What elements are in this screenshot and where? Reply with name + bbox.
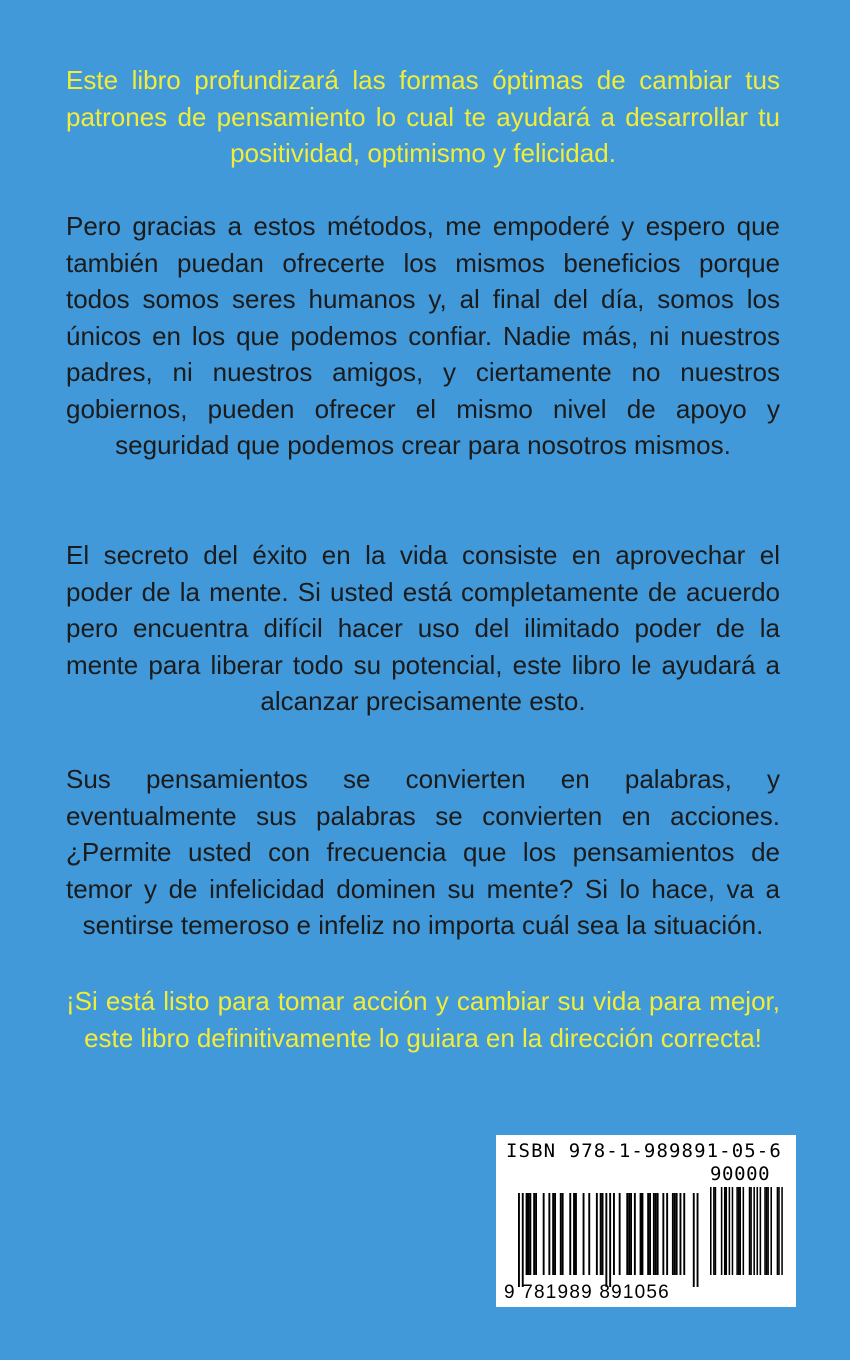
barcode-bar [674, 1193, 676, 1275]
barcode-bar [535, 1193, 537, 1275]
call-to-action-paragraph: ¡Si está listo para tomar acción y cambiar su vida para mejor, este libro definitivamente lo guiara en la dirección correcta! [66, 986, 780, 1053]
secret-paragraph: El secreto del éxito en la vida consiste en aprovechar el poder de la mente. Si usted está completamente de acuerdo pero encuentra difícil hacer uso del ilimitado poder de la mente para liberar todo su potencial, este libro le ayudará a alcanzar precisamente esto. [66, 540, 780, 716]
methods-paragraph: Pero gracias a estos métodos, me empoderé y espero que también puedan ofrecerte los mismos beneficios porque todos somos seres humanos y, al final del día, somos los únicos en los que podemos confiar. Nadie más, ni nuestros padres, ni nuestros amigos, y ciertamente no nuestros gobiernos, pueden ofrecer el mismo nivel de apoyo y seguridad que podemos crear para nosotros mismos. [66, 211, 780, 460]
barcode-bar [522, 1193, 524, 1287]
barcode-bar [605, 1193, 607, 1287]
isbn-barcode [496, 1135, 796, 1307]
addon-bar [764, 1187, 766, 1275]
addon-bar [749, 1187, 751, 1275]
barcode-bar [526, 1193, 528, 1275]
barcode-bar [640, 1193, 642, 1275]
barcode-bar [649, 1193, 651, 1275]
barcode-bar [573, 1193, 575, 1275]
ean-digits: 9 781989 891056 [504, 1282, 670, 1303]
barcode-bar [609, 1193, 611, 1287]
barcode-bar [657, 1193, 659, 1275]
addon-bar [766, 1187, 768, 1275]
addon-bar [713, 1187, 715, 1275]
intro-paragraph: Este libro profundizará las formas óptimas de cambiar tus patrones de pensamiento lo cual te ayudará a desarrollar tu positividad, optimismo y felicidad. [66, 65, 780, 168]
isbn-label: ISBN 978-1-989891-05-6 [506, 1140, 782, 1162]
barcode-bar [552, 1193, 554, 1275]
barcode-bar [600, 1193, 602, 1275]
barcode-bar [529, 1193, 531, 1275]
addon-bar [781, 1187, 783, 1275]
barcode-bar [647, 1193, 649, 1275]
addon-bar [732, 1187, 734, 1275]
barcode-bar [562, 1193, 564, 1275]
barcode-bar [642, 1193, 644, 1275]
barcode-bar [560, 1193, 562, 1275]
addon-bar [750, 1187, 752, 1275]
barcode-bar [666, 1193, 668, 1275]
addon-bar [726, 1187, 728, 1275]
barcode-bar [543, 1193, 545, 1275]
price-code: 90000 [710, 1163, 771, 1185]
addon-bar [767, 1187, 769, 1275]
barcode-bar [683, 1193, 685, 1275]
addon-bar [739, 1187, 741, 1275]
addon-bar [743, 1187, 745, 1275]
addon-bar [736, 1187, 738, 1275]
barcode-bar [693, 1193, 695, 1287]
barcode-bar [676, 1193, 678, 1275]
barcode-bar [680, 1193, 682, 1275]
barcode-bar [518, 1193, 520, 1287]
addon-bar [729, 1187, 731, 1275]
addon-bar [777, 1187, 779, 1275]
barcode-bar [554, 1193, 556, 1275]
barcode-bar [634, 1193, 636, 1275]
barcode-bar [672, 1193, 674, 1275]
barcode-bar [588, 1193, 590, 1275]
addon-bar [710, 1187, 712, 1275]
barcode-bar [655, 1193, 657, 1275]
barcode-bar [583, 1193, 585, 1275]
addon-bar [753, 1187, 755, 1275]
addon-bar [778, 1187, 780, 1275]
barcode-bar [569, 1193, 571, 1275]
barcode-bar [628, 1193, 630, 1275]
barcode-bar [528, 1193, 530, 1275]
barcode-bar [653, 1193, 655, 1275]
barcode-bar [602, 1193, 604, 1275]
addon-bar [724, 1187, 726, 1275]
barcode-bar [697, 1193, 699, 1287]
addon-bar [770, 1187, 772, 1275]
barcode-bar [613, 1193, 615, 1275]
barcode-bar [596, 1193, 598, 1275]
addon-bar [721, 1187, 723, 1275]
barcode-bar [533, 1193, 535, 1275]
barcode-bar [630, 1193, 632, 1275]
barcode-bar [619, 1193, 621, 1275]
barcode-bar [626, 1193, 628, 1275]
barcode-bar [575, 1193, 577, 1275]
addon-bar [738, 1187, 740, 1275]
barcode-bar [662, 1193, 664, 1275]
addon-bar [760, 1187, 762, 1275]
addon-bar [715, 1187, 717, 1275]
thoughts-paragraph: Sus pensamientos se convierten en palabras, y eventualmente sus palabras se convierten en acciones. ¿Permite usted con frecuencia que los pensamientos de temor y de infelicidad dominen su mente? Si lo hace, va a sentirse temeroso e infeliz no importa cuál sea la situación. [66, 764, 780, 940]
barcode-bar [548, 1193, 550, 1275]
addon-bar [757, 1187, 759, 1275]
